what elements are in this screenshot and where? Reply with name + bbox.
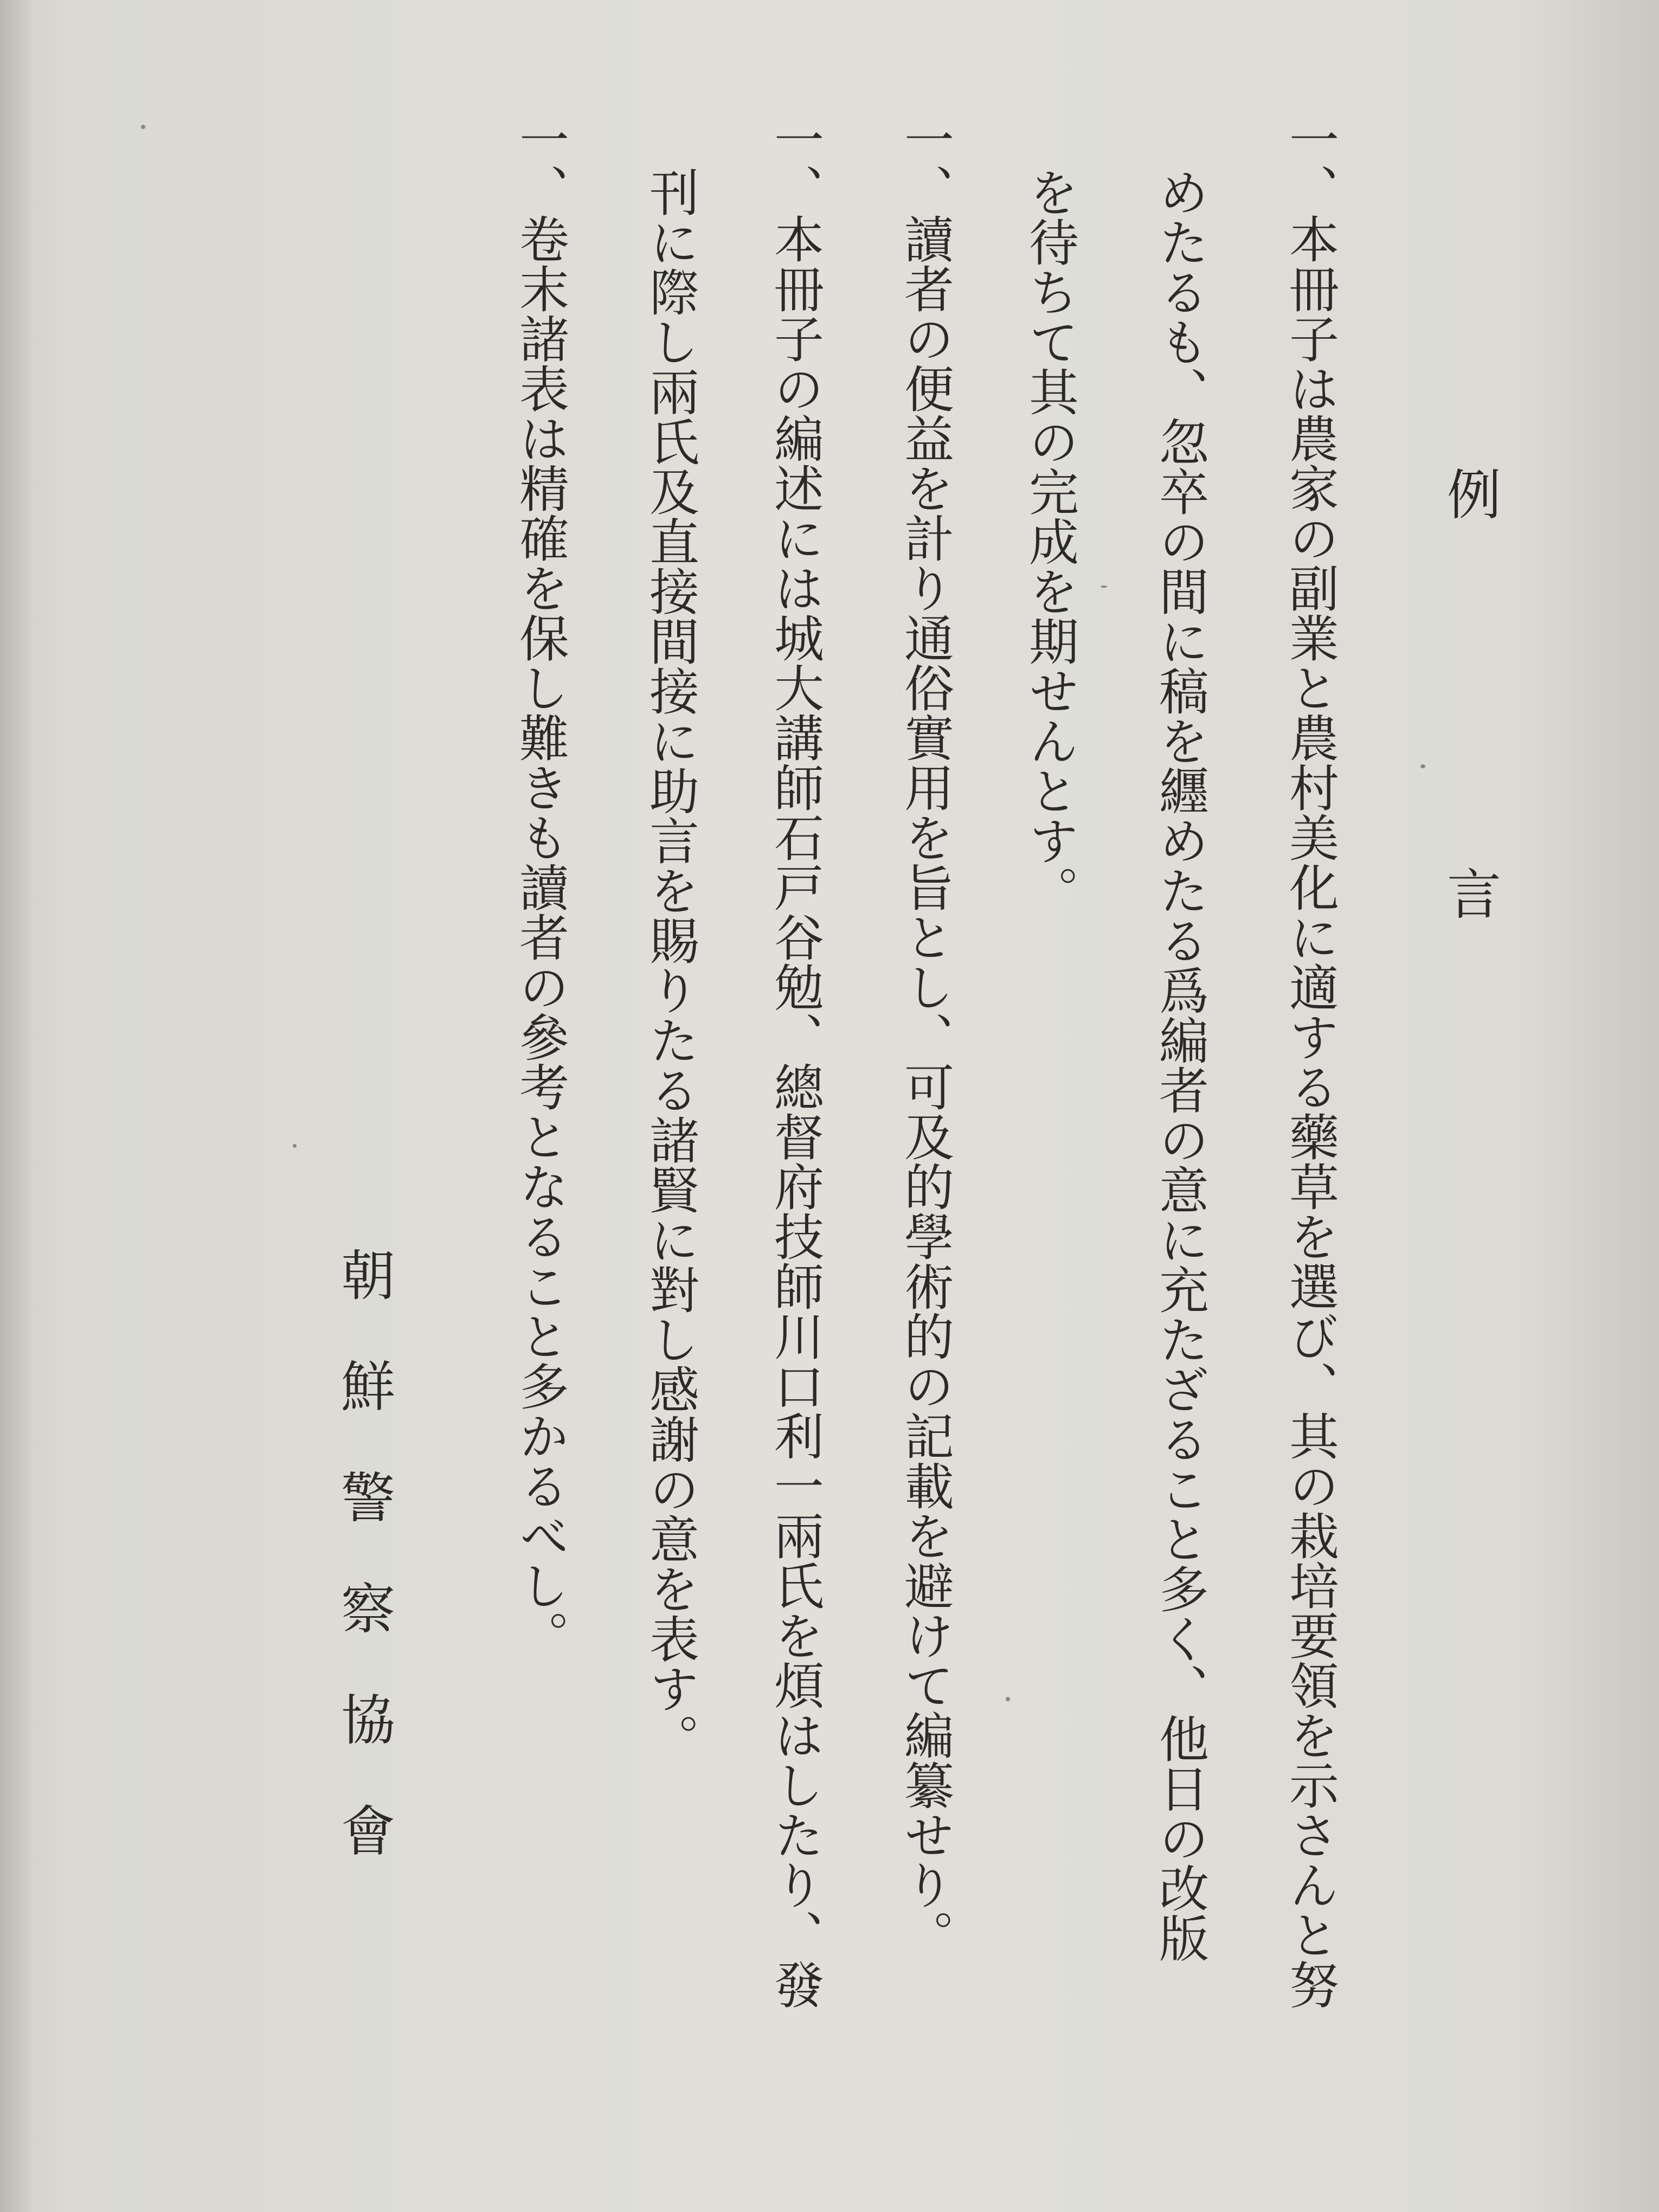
paragraph-1-line-3: を待ちて其の完成を期せんとす。	[1021, 167, 1079, 915]
paragraph-1-line-2: めたるも、忽卒の間に稿を纒めたる爲編者の意に充たざること多く、他日の改版	[1151, 167, 1209, 1963]
paper-speck	[141, 125, 145, 129]
paper-speck	[1006, 1697, 1010, 1701]
paragraph-2-line-1: 一、讀者の便益を計り通俗實用を旨とし、可及的學術的の記載を避けて編纂せり。	[896, 114, 954, 1959]
paragraph-3-line-2: 刊に際し兩氏及直接間接に助言を賜りたる諸賢に對し感謝の意を表す。	[641, 167, 699, 1763]
paragraph-4-line-1: 一、卷末諸表は精確を保し難きも讀者の參考となること多かるべし。	[511, 114, 569, 1660]
paper-speck	[293, 1144, 297, 1148]
page-title: 例 言	[1438, 466, 1501, 1061]
publisher-name: 朝鮮警察協會	[332, 1247, 395, 1914]
paragraph-3-line-1: 一、本冊子の編述には城大講師石戸谷勉、總督府技師川口利一兩氏を煩はしたり、發	[766, 114, 824, 2009]
paper-speck	[1420, 764, 1425, 768]
paper-speck	[1101, 586, 1107, 588]
paragraph-1-line-1: 一、本冊子は農家の副業と農村美化に適する藥草を選び、其の栽培要領を示さんと努	[1281, 114, 1339, 2009]
